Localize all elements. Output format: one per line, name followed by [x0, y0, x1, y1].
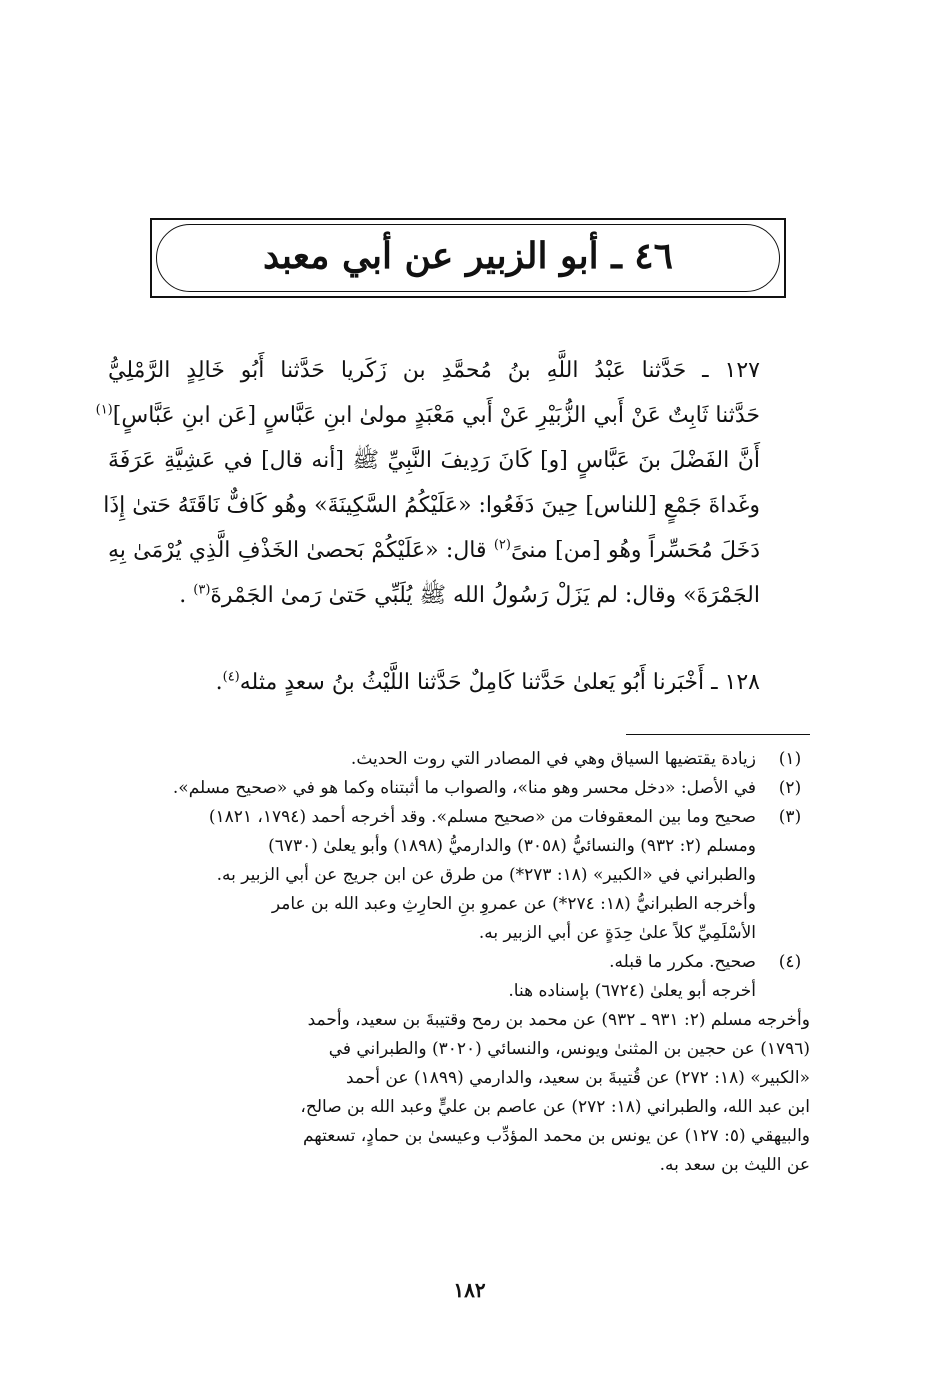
footnotes: [108, 745, 810, 1180]
hadith-127: [95, 348, 760, 618]
footnote-line: والبيهقي (٥: ١٢٧) عن يونس بن محمد المؤدِّب وعيسىٰ بن حمادٍ، تسعتهم: [302, 1126, 810, 1146]
footnote-line: أخرجه أبو يعلىٰ (٦٧٢٤) بإسناده هنا.: [508, 981, 756, 1001]
footnote-line: ابن عبد الله، والطبراني (١٨: ٢٧٢) عن عاصم بن عليٍّ وعبد الله بن صالح،: [300, 1097, 810, 1117]
footnote-line: والطبراني في «الكبير» (١٨: ٢٧٣*) من طرق عن ابن جريج عن أبي الزبير به.: [216, 865, 756, 885]
footnote-divider: [626, 734, 810, 735]
footnote-1: [108, 745, 810, 774]
footnote-number: (٢): [778, 778, 802, 798]
footnote-line: عن الليث بن سعد به.: [659, 1155, 810, 1175]
hadith-128: [108, 660, 760, 705]
hadith-127-line-1: ١٢٧ ـ حَدَّثنا عَبْدُ اللَّهِ بنُ مُحمَّدِ بن زَكَريا حَدَّثنا أَبُو خَالِدٍ الرَّمْلِيُّ: [108, 358, 760, 383]
footnote-number: (١): [778, 749, 802, 769]
footnote-ref-4[interactable]: (٤): [222, 669, 240, 685]
footnote-ref-2[interactable]: (٢): [493, 537, 511, 553]
footnote-line: ومسلم (٢: ٩٣٢) والنسائيُّ (٣٠٥٨) والدارميُّ (١٨٩٨) وأبو يعلىٰ (٦٧٣٠): [268, 836, 756, 856]
footnote-number: (٤): [778, 952, 802, 972]
footnote-2: [108, 774, 810, 803]
chapter-title: ٤٦ ـ أبو الزبير عن أبي معبد: [263, 235, 673, 277]
hadith-127-line-3: أَنَّ الفَضْلَ بنَ عَبَّاسٍ [و] كَانَ رَدِيفَ النَّبِيِّ ﷺ [أنه قال] في عَشِيَّةِ عَرَفَةَ: [108, 448, 760, 473]
hadith-127-line-6: الجَمْرَةَ» وقال: لم يَزَلْ رَسُولُ الله ﷺ يُلَبِّي حَتىٰ رَمىٰ الجَمْرةَ$^{(٣)}$ .: [179, 582, 760, 608]
footnote-line: في الأصل: «دخل محسر وهو منا»، والصواب ما أثبتناه وكما هو في «صحيح مسلم».: [172, 778, 756, 798]
footnote-line: وأخرجه الطبرانيُّ (١٨: ٢٧٤*) عن عمروِ بنِ الحارِثِ وعبد الله بن عامر: [271, 894, 756, 914]
footnote-line: صحيح. مكرر ما قبله.: [609, 952, 756, 972]
footnote-number: (٣): [778, 807, 802, 827]
footnote-3: [108, 803, 810, 948]
footnote-line: (١٧٩٦) عن حجين بن المثنىٰ ويونس، والنسائي (٣٠٢٠) والطبراني في: [328, 1039, 810, 1059]
footnote-ref-3[interactable]: (٣): [193, 582, 211, 598]
footnote-line: صحيح وما بين المعقوفات من «صحيح مسلم». وقد أخرجه أحمد (١٧٩٤، ١٨٢١): [208, 807, 756, 827]
footnote-line: زيادة يقتضيها السياق وهي في المصادر التي روت الحديث.: [350, 749, 756, 769]
hadith-127-line-5: دَخَلَ مُحَسِّراً وهُو [من] منىً$^{(٢)}$ قال: «عَلَيْكُمْ بَحصىٰ الخَذْفِ الَّذِي يُرْمَىٰ بِهِ: [108, 537, 760, 563]
footnote-ref-1[interactable]: (١): [95, 402, 113, 418]
hadith-127-line-2: حَدَّثنا ثَابِتٌ عَنْ أَبي الزُّبَيْرِ عَنْ أَبي مَعْبَدٍ مولىٰ ابنِ عَبَّاسٍ [عَن ابنِ عَبَّاسٍ]$^{(١)}$: [95, 402, 760, 428]
hadith-128-line-1: ١٢٨ ـ أَخْبَرنا أَبُو يَعلىٰ حَدَّثنا كَامِلٌ حَدَّثنا اللَّيْثُ بنُ سعدٍ مثله$^{(٤)}$.: [215, 669, 760, 695]
page-number: ١٨٢: [453, 1278, 486, 1302]
hadith-127-line-4: وغَداةَ جَمْعٍ [للناس] حِينَ دَفَعُوا: «عَلَيْكُمُ السَّكِينَةَ» وهُو كَافٌّ نَاقَتَهُ حَتىٰ إِذَا: [103, 493, 760, 518]
chapter-heading-frame: [150, 218, 786, 298]
footnote-4: [108, 948, 810, 1180]
footnote-line: وأخرجه مسلم (٢: ٩٣١ ـ ٩٣٢) عن محمد بن رمح وقتيبةَ بن سعيد، وأحمد: [307, 1010, 810, 1030]
footnote-line: «الكبير» (١٨: ٢٧٢) عن قُتيبةَ بن سعيد، والدارمي (١٨٩٩) عن أحمد: [346, 1068, 810, 1088]
footnote-line: الأسْلَمِيِّ كلاً علىٰ حِدَةٍ عن أبي الزبير به.: [478, 923, 756, 943]
